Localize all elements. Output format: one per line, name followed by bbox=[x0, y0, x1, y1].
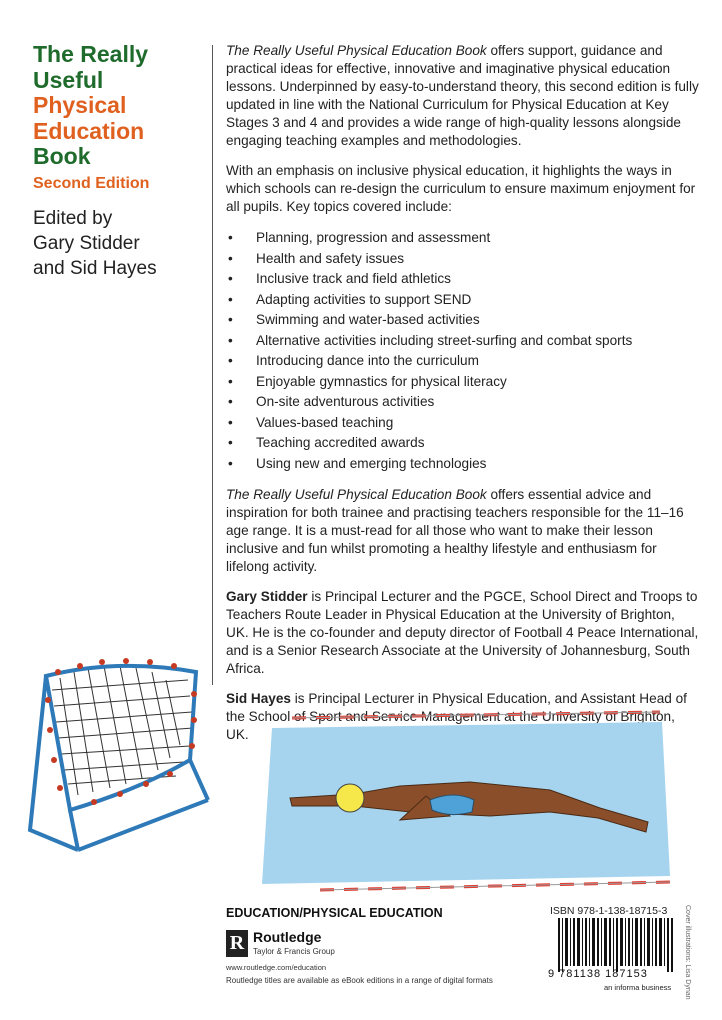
editors-line: Gary Stidder bbox=[33, 233, 140, 254]
intro-paragraph-2: With an emphasis on inclusive physical education, it highlights the ways in which schools can re-design the curriculum to ensure maximum enjoyment for all pupils. Key topics covered include: bbox=[226, 163, 696, 214]
isbn: ISBN 978-1-138-18715-3 bbox=[550, 905, 668, 917]
swimmer-illustration bbox=[250, 700, 690, 900]
editors-line: Edited by bbox=[33, 208, 113, 229]
topics-list bbox=[226, 228, 700, 474]
summary-paragraph bbox=[226, 486, 700, 576]
edition-label: Second Edition bbox=[33, 175, 150, 192]
routledge-logo-icon: R bbox=[226, 930, 248, 957]
bio-text: is Principal Lecturer and the PGCE, School Direct and Troops to Teachers Route Leader in Physical Education at the University of Brighton, UK. He is the co-founder and deputy director of Football 4 Peace International, and is a Senior Research Associate at the University of Johannesburg, South Africa. bbox=[226, 589, 699, 676]
list-item: • Inclusive track and field athletics bbox=[226, 269, 700, 290]
list-item: • Teaching accredited awards bbox=[226, 433, 700, 454]
publisher-group: Taylor & Francis Group bbox=[253, 947, 335, 956]
intro-paragraph bbox=[226, 42, 700, 150]
barcode-number: 9 781138 187153 bbox=[548, 968, 648, 980]
list-item: • Swimming and water-based activities bbox=[226, 310, 700, 331]
list-item: • Planning, progression and assessment bbox=[226, 228, 700, 249]
author-name: Gary Stidder bbox=[226, 589, 308, 604]
cover-credit: Cover illustrations: Lisa Dynan bbox=[684, 905, 691, 1000]
editors bbox=[33, 206, 157, 281]
list-item: • Health and safety issues bbox=[226, 249, 700, 270]
summary-text: offers essential advice and inspiration for both trainee and practising teachers responsible for the 11–16 age range. It is a must-read for all those who want to make their lesson inclusive and fun whilst promoting a healthy lifestyle and enthusiasm for lifelong activity. bbox=[226, 487, 684, 574]
title-line: Useful bbox=[33, 66, 104, 93]
divider bbox=[212, 45, 213, 685]
list-item: • Alternative activities including street-surfing and combat sports bbox=[226, 331, 700, 352]
bio-text: is Principal Lecturer in Physical Education, and Assistant Head of the School of Sport and Service Management at the University of Brighton, UK. bbox=[226, 691, 687, 742]
publisher-website: www.routledge.com/education bbox=[226, 963, 327, 972]
category-label: EDUCATION/PHYSICAL EDUCATION bbox=[226, 906, 443, 920]
author-name: Sid Hayes bbox=[226, 691, 291, 706]
informa-tagline: an informa business bbox=[604, 983, 672, 992]
blurb bbox=[226, 42, 700, 756]
ebook-note: Routledge titles are available as eBook editions in a range of digital formats bbox=[226, 976, 493, 985]
publisher-name: Routledge bbox=[253, 929, 322, 945]
list-item: • Enjoyable gymnastics for physical literacy bbox=[226, 372, 700, 393]
intro-text: offers support, guidance and practical ideas for effective, innovative and imaginative physical education lessons. Underpinned by easy-to-understand theory, this second edition is fully updated in line with the National Curriculum for Physical Education at Key Stages 3 and 4 and provides a wide range of high-quality lessons alongside engaging teaching examples and methodologies. bbox=[226, 43, 699, 148]
book-title bbox=[33, 42, 208, 170]
barcode bbox=[558, 918, 673, 972]
book-title-italic: The Really Useful Physical Education Book bbox=[226, 487, 487, 502]
title-line: Book bbox=[33, 143, 91, 169]
title-line: The Really bbox=[33, 41, 149, 67]
book-title-italic: The Really Useful Physical Education Book bbox=[226, 43, 487, 58]
rebounder-illustration bbox=[18, 650, 218, 880]
title-line: Education bbox=[33, 117, 145, 144]
title-line: Physical bbox=[33, 92, 127, 118]
editors-line: and Sid Hayes bbox=[33, 258, 157, 279]
list-item: • Adapting activities to support SEND bbox=[226, 290, 700, 311]
list-item: • On-site adventurous activities bbox=[226, 392, 700, 413]
list-item: • Values-based teaching bbox=[226, 413, 700, 434]
list-item: • Introducing dance into the curriculum bbox=[226, 351, 700, 372]
bio-gary bbox=[226, 588, 700, 678]
list-item: • Using new and emerging technologies bbox=[226, 454, 700, 475]
